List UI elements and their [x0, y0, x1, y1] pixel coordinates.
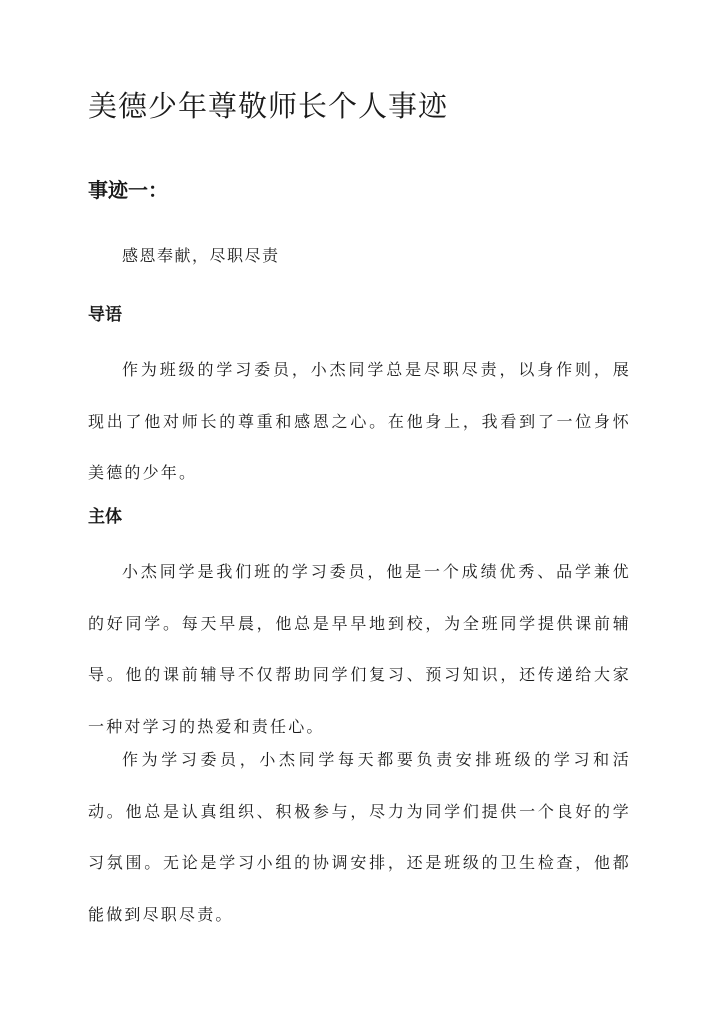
body-paragraph-1: 小杰同学是我们班的学习委员，他是一个成绩优秀、品学兼优的好同学。每天早晨，他总是早早地到校，为全班同学提供课前辅导。他的课前辅导不仅帮助同学们复习、预习知识，还传递给大家一种对学习的热爱和责任心。 [88, 562, 631, 736]
body-heading: 主体 [88, 507, 122, 527]
intro-heading: 导语 [88, 305, 122, 325]
section-heading: 事迹一： [88, 178, 168, 202]
section-subtitle: 感恩奉献，尽职尽责 [122, 246, 280, 265]
intro-paragraph: 作为班级的学习委员，小杰同学总是尽职尽责，以身作则，展现出了他对师长的尊重和感恩之心。在他身上，我看到了一位身怀美德的少年。 [88, 360, 631, 482]
document-title: 美德少年尊敬师长个人事迹 [88, 89, 449, 123]
body-paragraph-2: 作为学习委员，小杰同学每天都要负责安排班级的学习和活动。他总是认真组织、积极参与，尽力为同学们提供一个良好的学习氛围。无论是学习小组的协调安排，还是班级的卫生检查，他都能做到尽职尽责。 [88, 750, 631, 924]
